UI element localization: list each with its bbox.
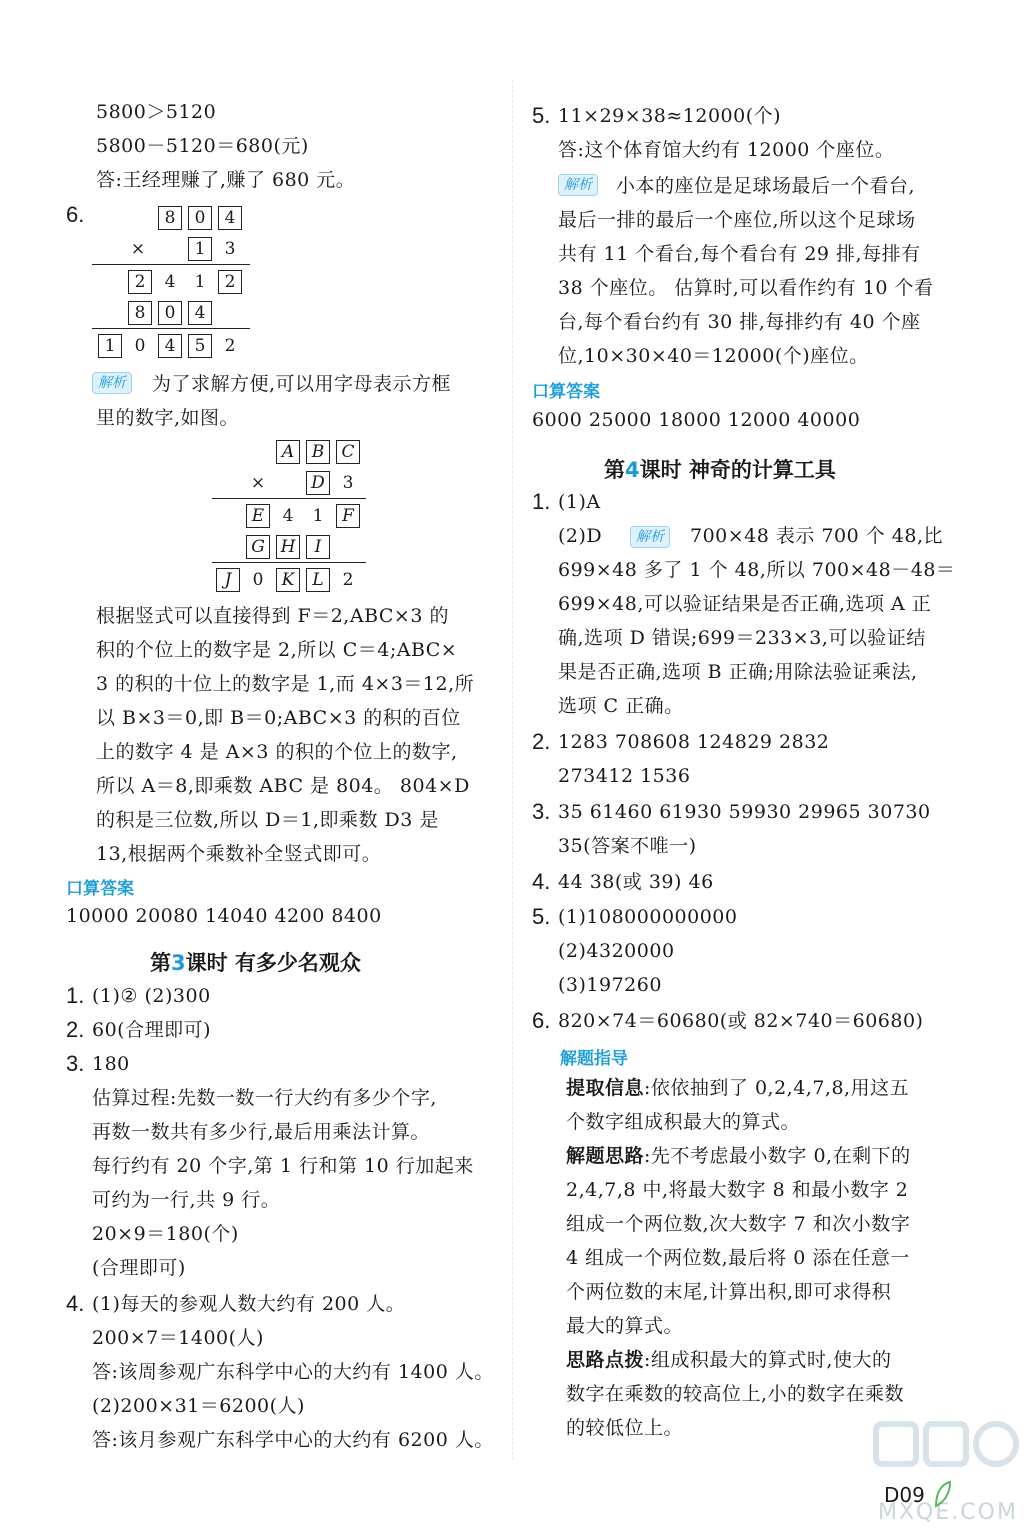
- text-line: 答:这个体育馆大约有 12000 个座位。: [558, 139, 895, 161]
- text-line: 11×29×38≈12000(个): [558, 105, 782, 127]
- lesson-title: 第3课时 有多少名观众: [150, 951, 361, 975]
- guide-heading: 解题指导: [560, 1049, 628, 1069]
- digit: 2: [224, 336, 236, 356]
- text-line: 最大的算式。: [566, 1315, 684, 1337]
- text-line: 解题思路:先不考虑最小数字 0,在剩下的: [566, 1145, 911, 1167]
- question-number: 1.: [532, 489, 551, 514]
- text-line: 20×9＝180(个): [92, 1223, 239, 1245]
- text-line: 的较低位上。: [566, 1417, 684, 1439]
- analysis-tag: 解析: [92, 372, 132, 394]
- text-line: 选项 C 正确。: [558, 695, 684, 717]
- question-number: 3.: [532, 799, 551, 824]
- text-line: 里的数字,如图。: [96, 407, 240, 429]
- digit: 1: [194, 272, 206, 292]
- text-line: (合理即可): [92, 1257, 186, 1279]
- text-line: 820×74＝60680(或 82×740＝60680): [558, 1010, 924, 1032]
- text-line: 可约为一行,共 9 行。: [92, 1189, 281, 1211]
- digit-box: 4: [218, 206, 242, 230]
- text-line: 根据竖式可以直接得到 F＝2,ABC×3 的: [96, 605, 449, 627]
- text-line: (2)4320000: [558, 940, 675, 962]
- text-line: 的积是三位数,所以 D＝1,即乘数 D3 是: [96, 809, 439, 831]
- text-line: (1)A: [558, 491, 601, 513]
- digit: 3: [224, 239, 236, 259]
- question-number: 2.: [532, 729, 551, 754]
- digit: 4: [164, 272, 176, 292]
- text-line: 台,每个看台约有 30 排,每排约有 40 个座: [558, 311, 921, 333]
- lesson-title: 第4课时 神奇的计算工具: [604, 458, 836, 482]
- digit-box: 8: [128, 301, 152, 325]
- letter-box: I: [306, 535, 330, 559]
- leaf-icon: [932, 1480, 954, 1508]
- text-line: 小本的座位是足球场最后一个看台,: [616, 175, 916, 197]
- text-line: 以 B×3＝0,即 B＝0;ABC×3 的积的百位: [96, 707, 461, 729]
- text-line: (1)108000000000: [558, 906, 738, 928]
- digit-box: 0: [188, 206, 212, 230]
- text-line: 共有 11 个看台,每个看台有 29 排,每排有: [558, 243, 921, 265]
- text-line: 组成一个两位数,次大数字 7 和次小数字: [566, 1213, 911, 1235]
- text-line: 44 38(或 39) 46: [558, 871, 714, 893]
- question-number: 4.: [66, 1291, 85, 1316]
- digit: 0: [252, 570, 264, 590]
- text-line: 个两位数的末尾,计算出积,即可求得积: [566, 1281, 892, 1303]
- digit-box: 4: [188, 301, 212, 325]
- letter-box: G: [246, 535, 270, 559]
- text-line: 200×7＝1400(人): [92, 1327, 264, 1349]
- question-number: 2.: [66, 1017, 85, 1042]
- letter-box: D: [306, 471, 330, 495]
- text-line: 2,4,7,8 中,将最大数字 8 和最小数字 2: [566, 1179, 909, 1201]
- times-sign: ×: [130, 239, 146, 259]
- text-line: 60(合理即可): [92, 1019, 212, 1041]
- oral-answers-heading: 口算答案: [532, 382, 600, 402]
- text-line: 答:该月参观广东科学中心的大约有 6200 人。: [92, 1429, 494, 1451]
- text-line: 35(答案不唯一): [558, 835, 697, 857]
- text-line: 273412 1536: [558, 765, 691, 787]
- text-line: 3 的积的十位上的数字是 1,而 4×3＝12,所: [96, 673, 475, 695]
- text-line: 35 61460 61930 59930 29965 30730: [558, 801, 931, 823]
- letter-box: L: [306, 568, 330, 592]
- digit: 3: [342, 473, 354, 493]
- watermark-text: MXQE.COM: [878, 1500, 1018, 1525]
- text-line: 提取信息:依依抽到了 0,2,4,7,8,用这五: [566, 1077, 910, 1099]
- digit-box: 8: [158, 206, 182, 230]
- letter-box: H: [276, 535, 300, 559]
- text-line: 位,10×30×40＝12000(个)座位。: [558, 345, 869, 367]
- digit: 1: [312, 506, 324, 526]
- text-line: 5800－5120＝680(元): [96, 135, 309, 157]
- text-line: 数字在乘数的较高位上,小的数字在乘数: [566, 1383, 905, 1405]
- text-line: 积的个位上的数字是 2,所以 C＝4;ABC×: [96, 639, 458, 661]
- text-line: (3)197260: [558, 974, 662, 996]
- text-line: 最后一排的最后一个座位,所以这个足球场: [558, 209, 916, 231]
- rule-line: [92, 328, 250, 329]
- letter-box: K: [276, 568, 300, 592]
- text-line: (2)D: [558, 525, 603, 547]
- analysis-tag: 解析: [558, 174, 598, 196]
- text-line: 答:王经理赚了,赚了 680 元。: [96, 169, 356, 191]
- text-line: 699×48,可以验证结果是否正确,选项 A 正: [558, 593, 932, 615]
- digit-box: 0: [158, 301, 182, 325]
- analysis-tag: 解析: [630, 526, 670, 548]
- text-line: 699×48 多了 1 个 48,所以 700×48－48＝: [558, 559, 956, 581]
- digit-box: 1: [98, 334, 122, 358]
- text-line: (2)200×31＝6200(人): [92, 1395, 305, 1417]
- text-line: 13,根据两个乘数补全竖式即可。: [96, 843, 382, 865]
- oral-answers: 6000 25000 18000 12000 40000: [532, 409, 861, 431]
- text-line: 1283 708608 124829 2832: [558, 731, 830, 753]
- text-line: 再数一数共有多少行,最后用乘法计算。: [92, 1121, 431, 1143]
- text-line: 上的数字 4 是 A×3 的积的个位上的数字,: [96, 741, 458, 763]
- text-line: 700×48 表示 700 个 48,比: [690, 525, 944, 547]
- digit: 2: [342, 570, 354, 590]
- text-line: (1)每天的参观人数大约有 200 人。: [92, 1293, 406, 1315]
- letter-box: E: [246, 504, 270, 528]
- digit-box: 5: [188, 334, 212, 358]
- question-number: 5.: [532, 904, 551, 929]
- text-line: 思路点拨:组成积最大的算式时,使大的: [566, 1349, 892, 1371]
- text-line: 确,选项 D 错误;699＝233×3,可以验证结: [558, 627, 926, 649]
- oral-answers-heading: 口算答案: [66, 879, 134, 899]
- text-line: 180: [92, 1053, 130, 1075]
- rule-line: [212, 562, 366, 563]
- question-number: 5.: [532, 103, 551, 128]
- digit: 4: [282, 506, 294, 526]
- digit-box: 1: [188, 237, 212, 261]
- oral-answers: 10000 20080 14040 4200 8400: [66, 905, 382, 927]
- text-line: 果是否正确,选项 B 正确;用除法验证乘法,: [558, 661, 918, 683]
- digit-box: 4: [158, 334, 182, 358]
- text-line: (1)② (2)300: [92, 985, 211, 1007]
- digit-box: 2: [128, 270, 152, 294]
- digit: 0: [134, 336, 146, 356]
- letter-box: F: [336, 504, 360, 528]
- text-line: 所以 A＝8,即乘数 ABC 是 804。 804×D: [96, 775, 470, 797]
- question-number: 1.: [66, 983, 85, 1008]
- rule-line: [212, 498, 366, 499]
- letter-box: B: [306, 440, 330, 464]
- text-line: 4 组成一个两位数,最后将 0 添在任意一: [566, 1247, 910, 1269]
- column-divider: [512, 80, 513, 1460]
- text-line: 5800＞5120: [96, 101, 217, 123]
- text-line: 个数字组成积最大的算式。: [566, 1111, 801, 1133]
- text-line: 估算过程:先数一数一行大约有多少个字,: [92, 1087, 437, 1109]
- times-sign: ×: [250, 473, 266, 493]
- rule-line: [92, 264, 250, 265]
- letter-box: C: [336, 440, 360, 464]
- question-number: 6.: [66, 202, 85, 227]
- digit-box: 2: [218, 270, 242, 294]
- question-number: 3.: [66, 1051, 85, 1076]
- text-line: 为了求解方便,可以用字母表示方框: [152, 373, 452, 395]
- question-number: 6.: [532, 1008, 551, 1033]
- page-number: D09: [884, 1483, 925, 1507]
- question-number: 4.: [532, 869, 551, 894]
- letter-box: J: [216, 568, 240, 592]
- text-line: 38 个座位。 估算时,可以看作约有 10 个看: [558, 277, 934, 299]
- text-line: 答:该周参观广东科学中心的大约有 1400 人。: [92, 1361, 494, 1383]
- letter-box: A: [276, 440, 300, 464]
- text-line: 每行约有 20 个字,第 1 行和第 10 行加起来: [92, 1155, 474, 1177]
